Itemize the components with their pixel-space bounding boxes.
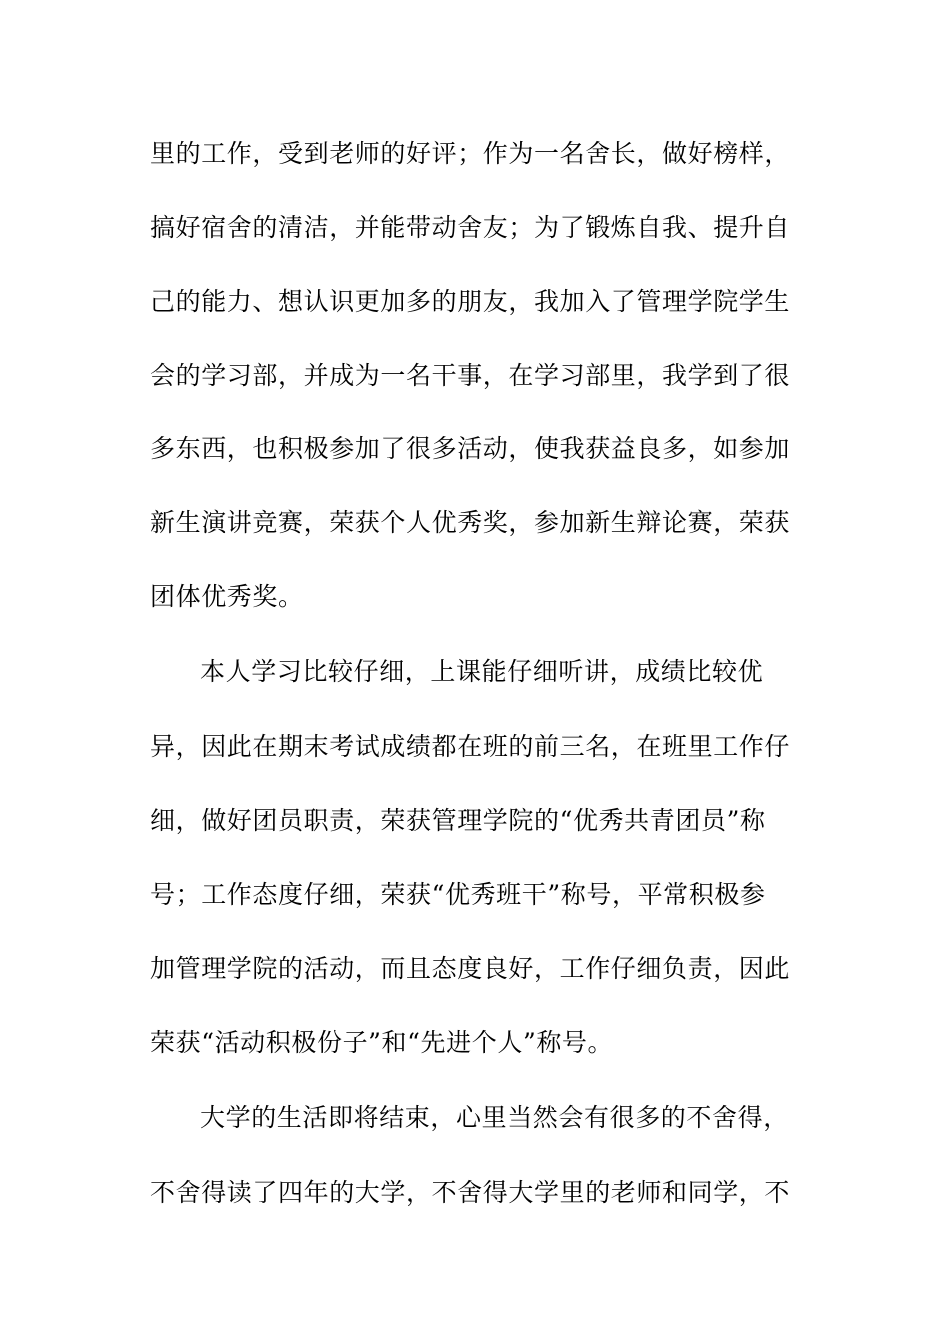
text-line: 己的能力、想认识更加多的朋友，我加入了管理学院学生 <box>150 287 791 316</box>
text-line: 新生演讲竞赛，荣获个人优秀奖，参加新生辩论赛，荣获 <box>150 508 791 537</box>
text-line: 多东西，也积极参加了很多活动，使我获益良多，如参加 <box>150 434 791 463</box>
text-line: 会的学习部，并成为一名干事，在学习部里，我学到了很 <box>150 361 791 390</box>
paragraph-first-line: 大学的生活即将结束，心里当然会有很多的不舍得， <box>200 1103 789 1132</box>
paragraph-first-line: 本人学习比较仔细，上课能仔细听讲，成绩比较优 <box>200 657 764 686</box>
text-line: 不舍得读了四年的大学，不舍得大学里的老师和同学，不 <box>150 1178 791 1207</box>
text-line: 号；工作态度仔细，荣获“优秀班干”称号，平常积极参 <box>150 880 766 909</box>
text-line: 细，做好团员职责，荣获管理学院的“优秀共青团员”称 <box>150 806 766 835</box>
text-line: 荣获“活动积极份子”和“先进个人”称号。 <box>150 1028 614 1057</box>
text-line: 搞好宿舍的清洁，并能带动舍友；为了锻炼自我、提升自 <box>150 213 791 242</box>
text-line: 加管理学院的活动，而且态度良好，工作仔细负责，因此 <box>150 954 791 983</box>
text-line: 团体优秀奖。 <box>150 582 304 611</box>
text-line: 里的工作，受到老师的好评；作为一名舍长，做好榜样， <box>150 139 791 168</box>
text-line: 异，因此在期末考试成绩都在班的前三名，在班里工作仔 <box>150 732 791 761</box>
